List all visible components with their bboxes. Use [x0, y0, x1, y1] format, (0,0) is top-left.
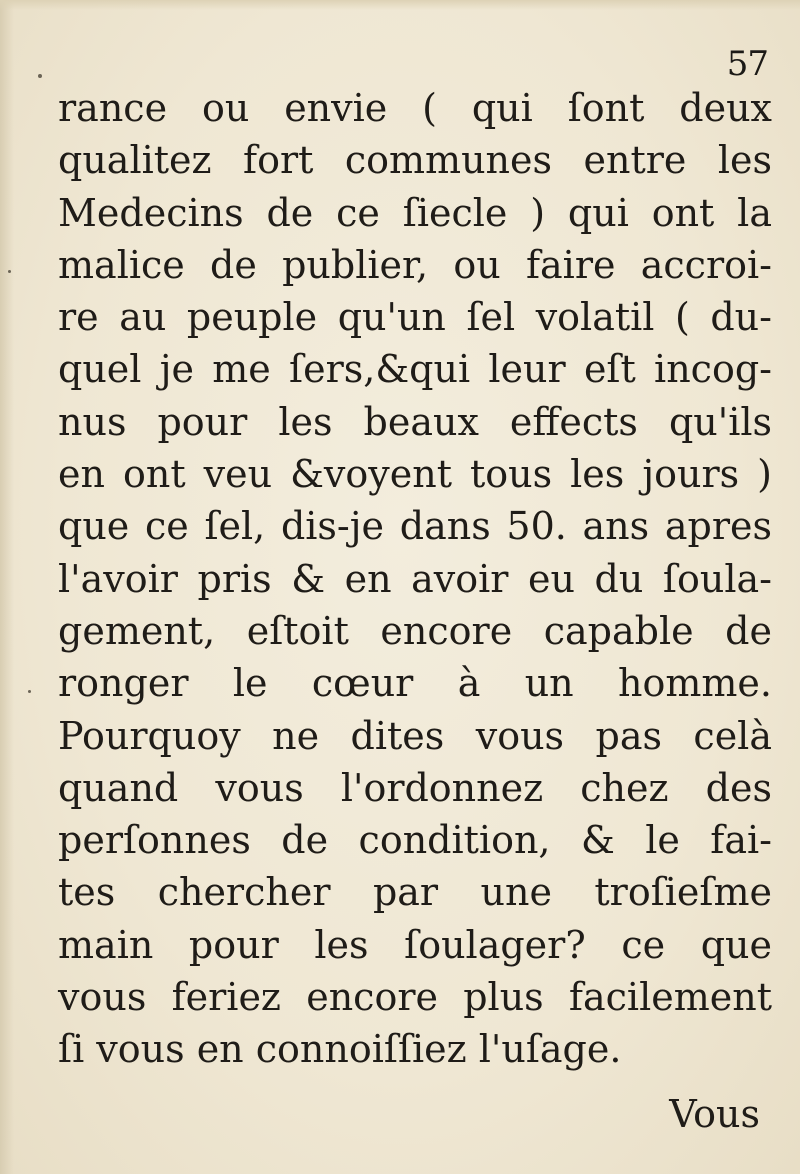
text-line: nus pour les beaux effects qu'ils	[58, 399, 772, 444]
text-line: que ce ſel, dis-je dans 50. ans apres	[58, 504, 772, 549]
text-line: Pourquoy ne dites vous pas celà	[58, 713, 772, 758]
text-line: qualitez fort communes entre les	[58, 138, 772, 183]
text-line: l'avoir pris & en avoir eu du ſoula-	[58, 556, 772, 601]
paper-speck	[38, 74, 42, 78]
paper-speck	[8, 270, 11, 273]
paper-speck	[28, 690, 31, 693]
text-line: en ont veu &voyent tous les jours )	[58, 452, 772, 497]
text-line: main pour les ſoulager? ce que	[58, 922, 772, 967]
text-line: tes chercher par une troſieſme	[58, 870, 772, 915]
text-line: ſi vous en connoiſſiez l'uſage.	[58, 1027, 622, 1072]
text-line: quand vous l'ordonnez chez des	[58, 765, 772, 810]
catchword: Vous	[669, 1092, 760, 1136]
page-edge-shadow-top	[0, 0, 800, 10]
text-line: re au peuple qu'un ſel volatil ( du-	[58, 295, 772, 340]
text-line: quel je me ſers,&qui leur eſt incog-	[58, 347, 772, 392]
text-line: rance ou envie ( qui ſont deux	[58, 86, 772, 130]
text-line: vous feriez encore plus facilement	[58, 975, 772, 1020]
text-line: gement, eſtoit encore capable de	[58, 608, 772, 653]
page-edge-shadow-left	[0, 0, 14, 1174]
text-line: ronger le cœur à un homme.	[58, 661, 772, 706]
text-line: Medecins de ce ſiecle ) qui ont la	[58, 190, 772, 235]
text-line: malice de publier, ou faire accroi-	[58, 242, 772, 287]
page-number: 57	[726, 44, 768, 84]
text-line: perſonnes de condition, & le fai-	[58, 818, 772, 863]
body-text	[58, 82, 772, 1076]
